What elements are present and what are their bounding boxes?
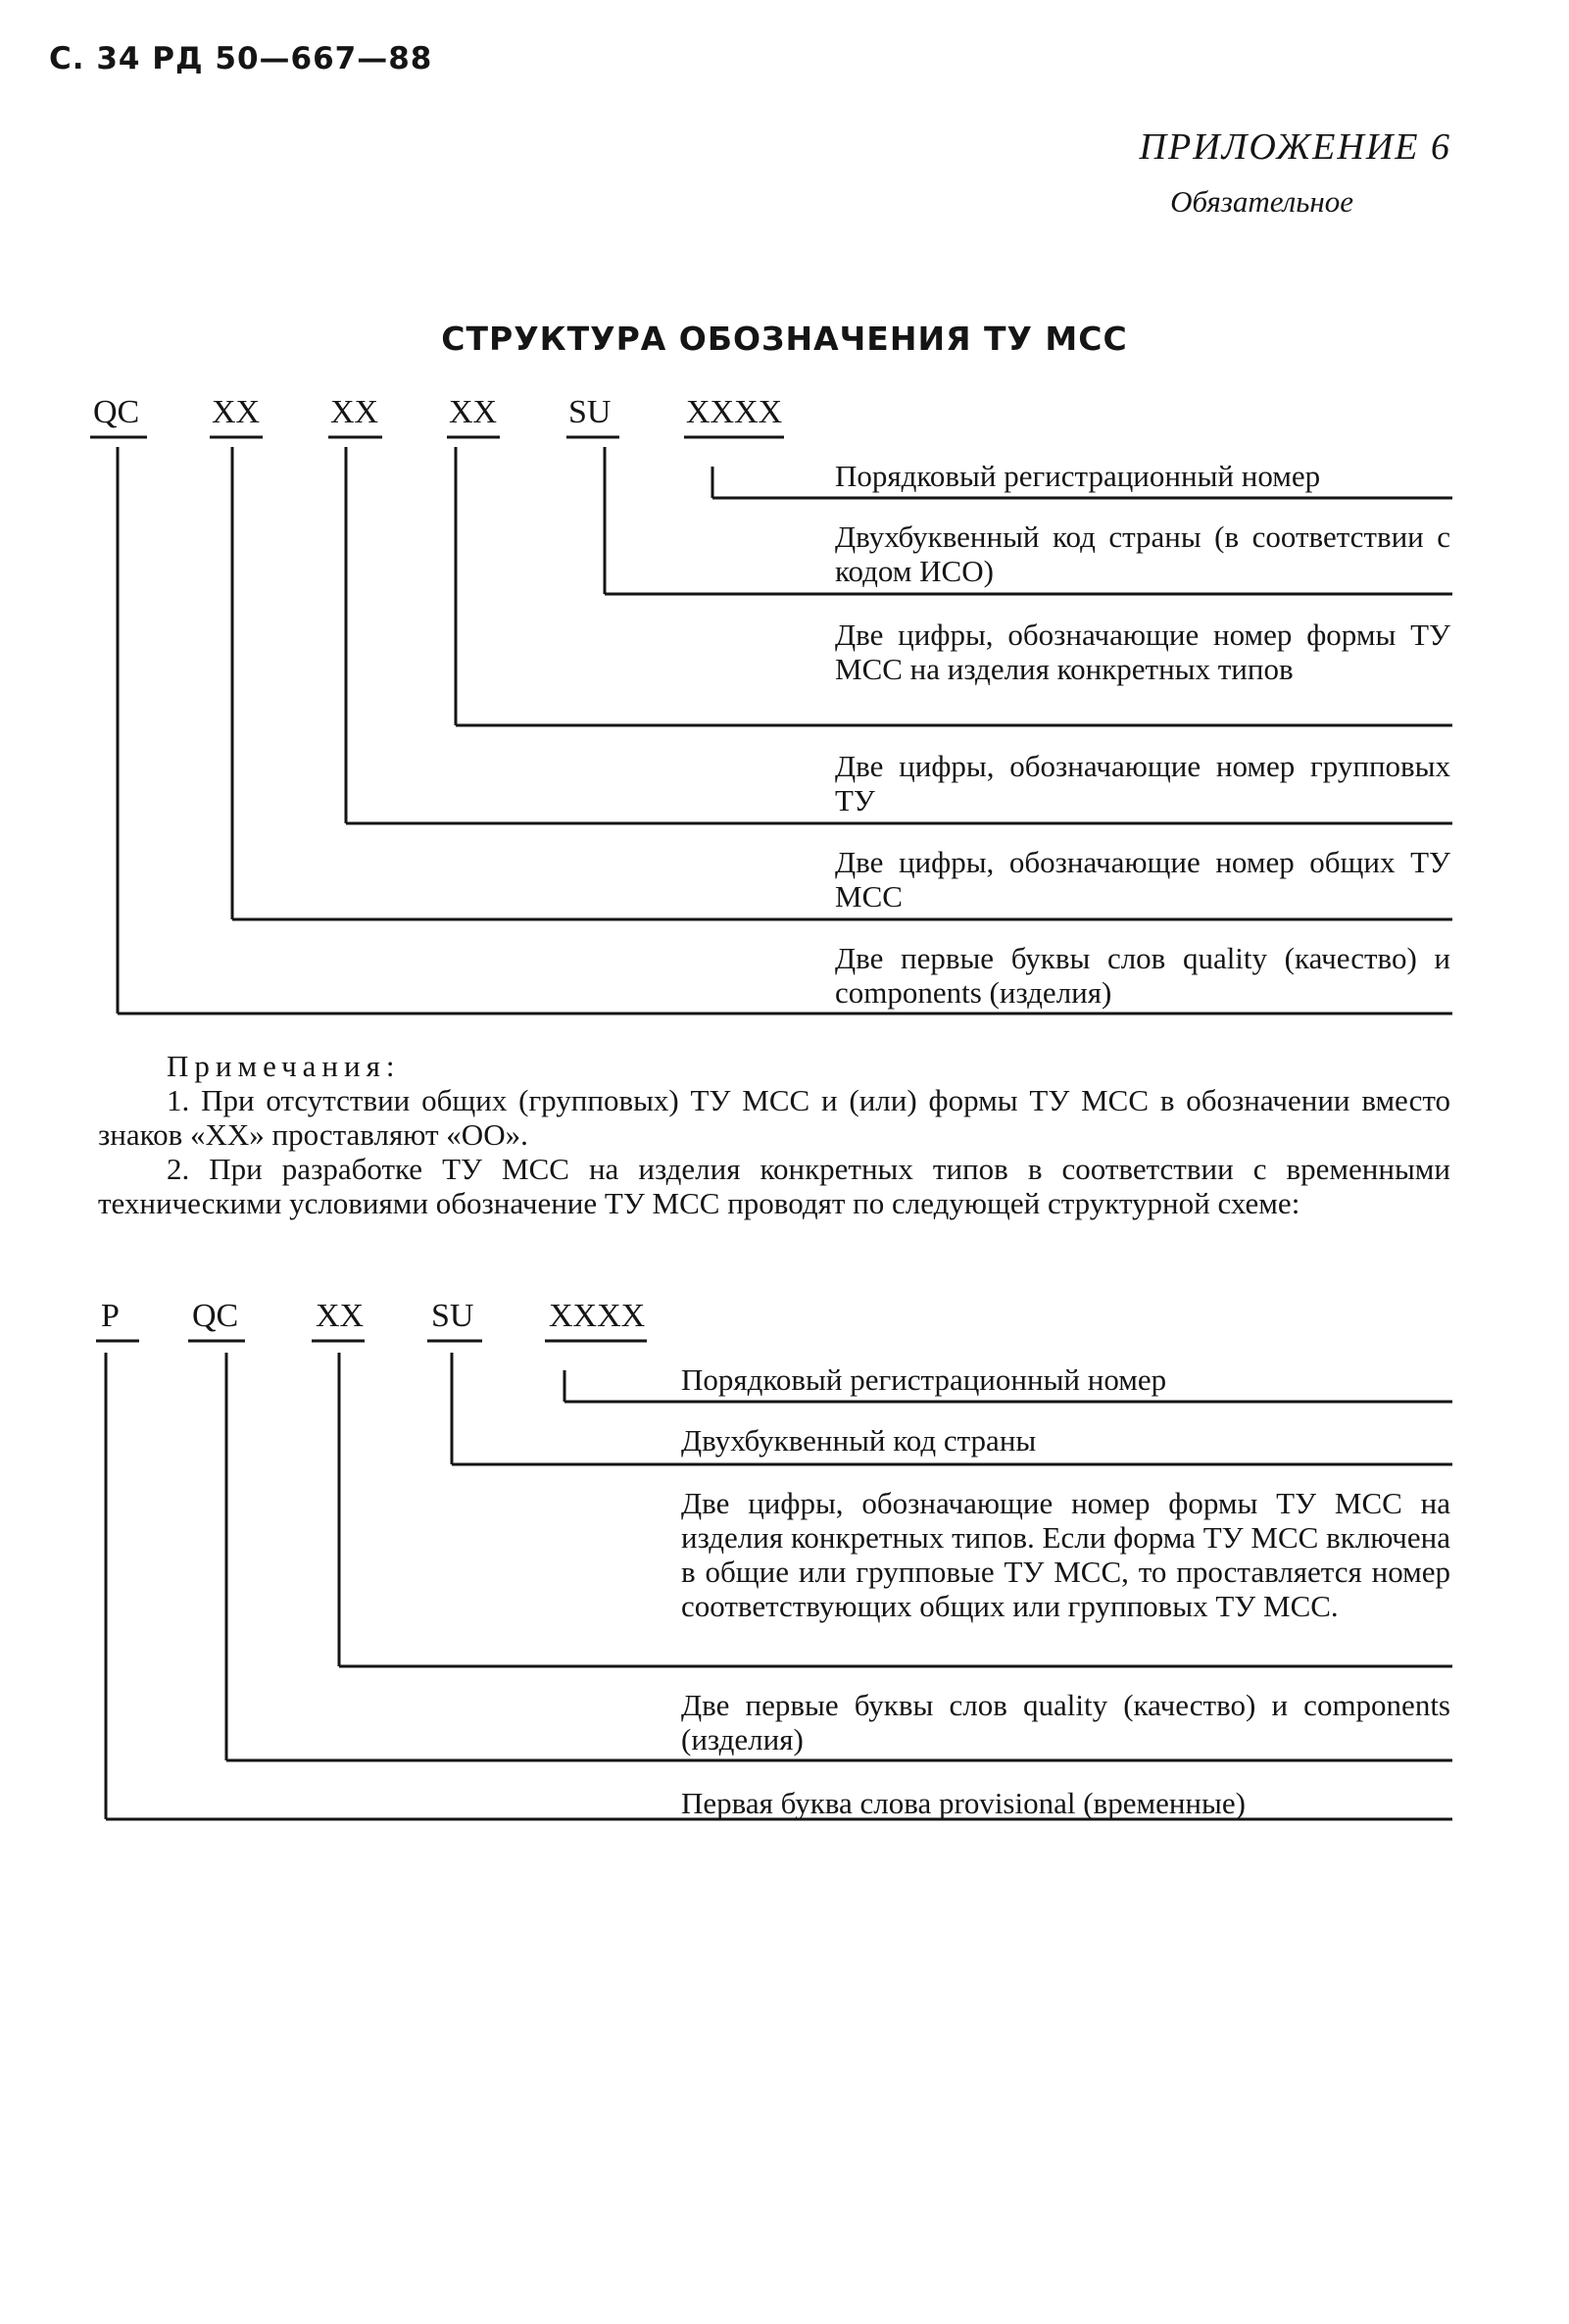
code-xx-2: XX — [316, 1298, 365, 1334]
code-qc: QC — [93, 394, 140, 430]
notes-heading: Примечания: — [167, 1049, 401, 1083]
diagram2-description-form-number: Две цифры, обозначающие номер формы ТУ МСС на изделия конкретных типов. Если форма ТУ МСС включена в общие или групповые ТУ МСС, то проставляется номер соответствующих общих или групповых ТУ МСС. — [681, 1486, 1450, 1623]
diagram2-description-p: Первая буква слова provisional (временные) — [681, 1786, 1246, 1820]
document-title: СТРУКТУРА ОБОЗНАЧЕНИЯ ТУ МСС — [441, 320, 1128, 358]
diagram2-description-country-code: Двухбуквенный код страны — [681, 1423, 1037, 1458]
code-xxxx: XXXX — [686, 394, 783, 430]
note-item-2: 2. При разработке ТУ МСС на изделия конкретных типов в соответствии с временными техническими условиями обозначение ТУ МСС проводят по следующей структурной схеме: — [98, 1152, 1450, 1220]
diagram1-description-form-number: Две цифры, обозначающие номер формы ТУ МСС на изделия конкретных типов — [835, 618, 1450, 686]
diagram1-description-group-number: Две цифры, обозначающие номер групповых ТУ — [835, 749, 1450, 817]
code-xx-group: XX — [330, 394, 379, 430]
appendix-title: ПРИЛОЖЕНИЕ 6 — [1139, 126, 1451, 168]
code-xx-general: XX — [212, 394, 261, 430]
page-header: С. 34 РД 50—667—88 — [49, 41, 433, 76]
diagram1-description-country-code: Двухбуквенный код страны (в соответствии с кодом ИСО) — [835, 519, 1450, 588]
diagram1-description-general-number: Две цифры, обозначающие номер общих ТУ МСС — [835, 845, 1450, 914]
note-item-1: 1. При отсутствии общих (групповых) ТУ МСС и (или) формы ТУ МСС в обозначении вместо знаков «XX» проставляют «OO». — [98, 1083, 1450, 1152]
diagram1-description-qc: Две первые буквы слов quality (качество) и components (изделия) — [835, 941, 1450, 1010]
diagram1-description-reg-number: Порядковый регистрационный номер — [835, 459, 1321, 493]
appendix-status: Обязательное — [1170, 184, 1353, 219]
diagram2-description-reg-number: Порядковый регистрационный номер — [681, 1362, 1167, 1397]
diagram2-description-qc: Две первые буквы слов quality (качество) и components (изделия) — [681, 1688, 1450, 1756]
code-su: SU — [568, 394, 612, 430]
code-p: P — [101, 1298, 120, 1334]
code-xx-form: XX — [449, 394, 498, 430]
code-qc-2: QC — [192, 1298, 239, 1334]
code-xxxx-2: XXXX — [549, 1298, 646, 1334]
code-su-2: SU — [431, 1298, 474, 1334]
